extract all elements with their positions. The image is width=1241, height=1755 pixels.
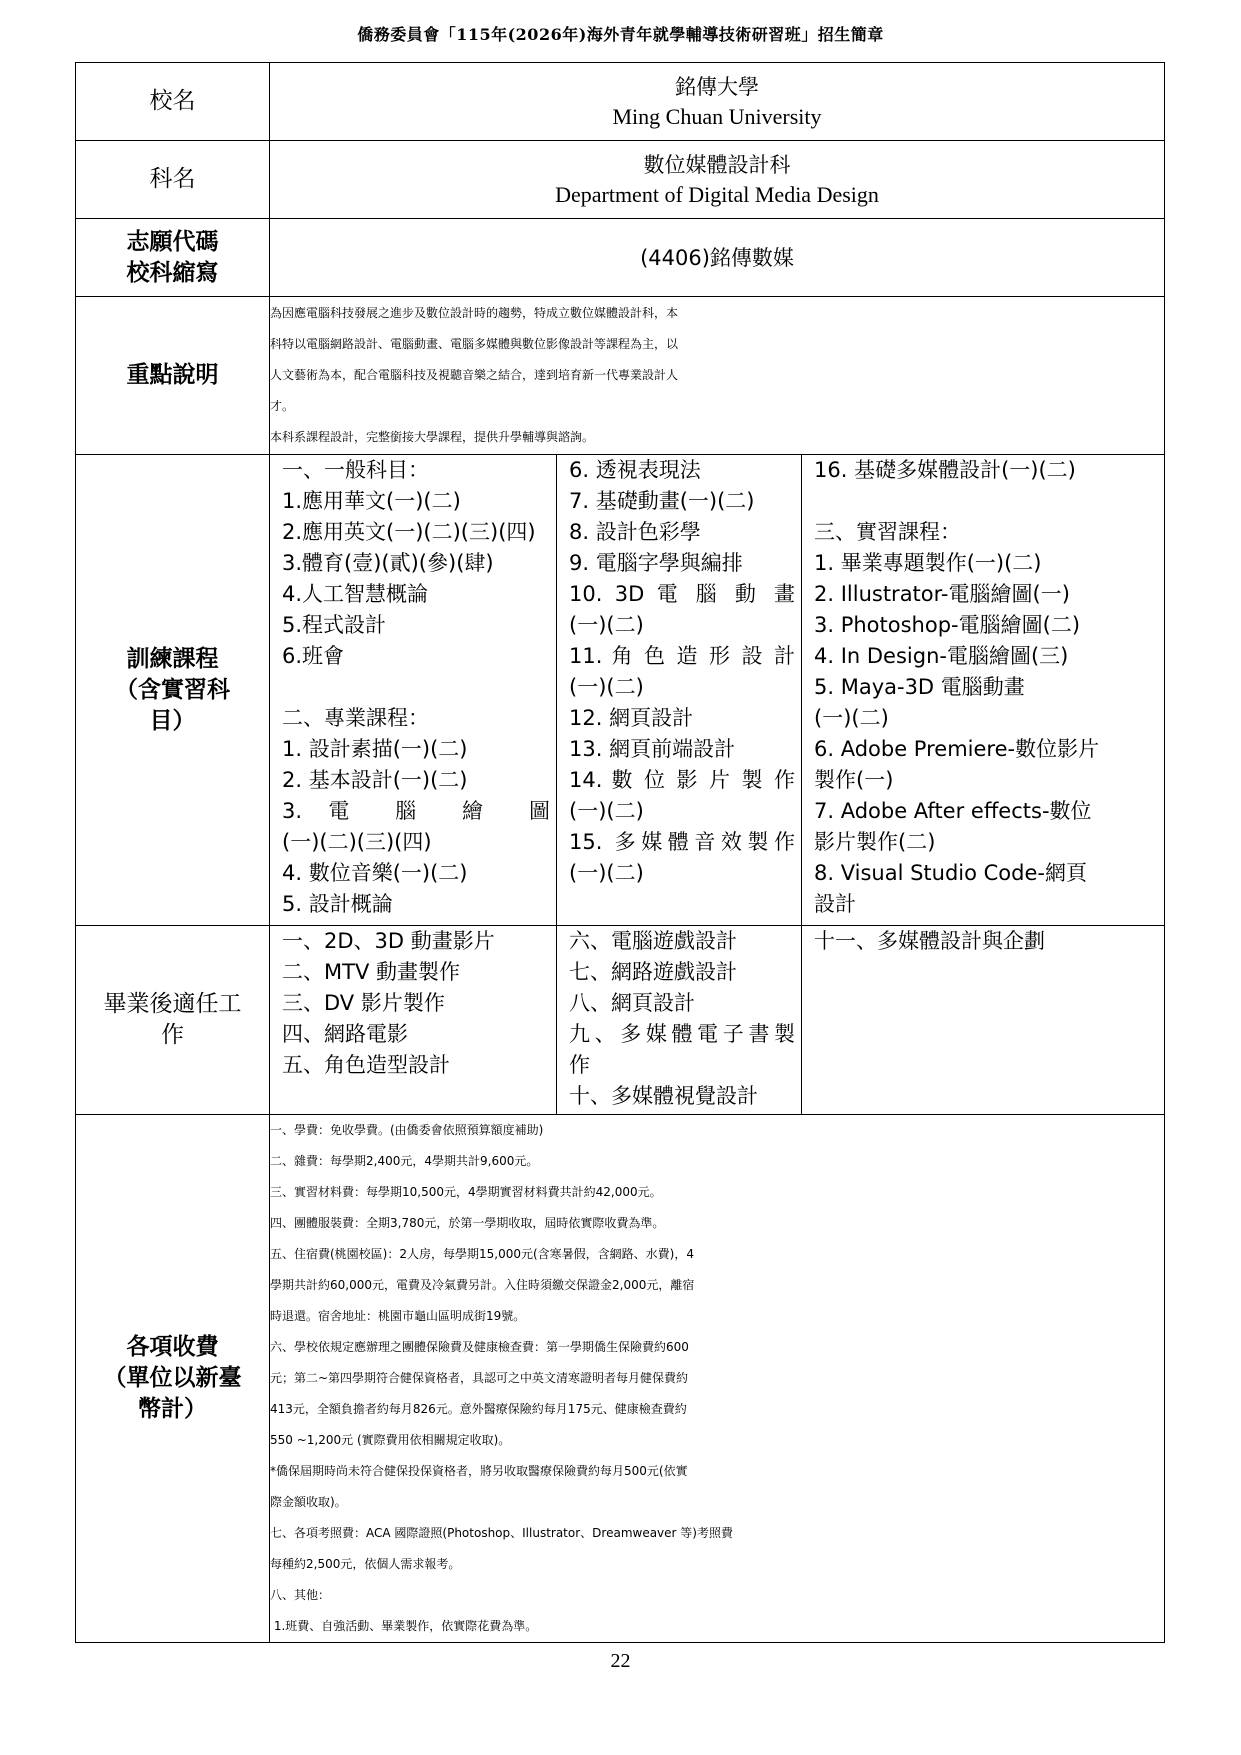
course-item: 一、一般科目：	[282, 458, 429, 482]
course-item: 4. 數位音樂(一)(二)	[282, 861, 468, 885]
job-item: 十、多媒體視覺設計	[569, 1084, 758, 1108]
school-name-zh: 銘傳大學	[675, 74, 759, 99]
course-item: 7. Adobe After effects-數位	[814, 799, 1092, 823]
course-item: (一)(二)	[569, 799, 644, 823]
course-item: 1. 設計素描(一)(二)	[282, 737, 468, 761]
course-item: 12. 網頁設計	[569, 706, 694, 730]
value-department	[270, 141, 1165, 219]
label-focus: 重點說明	[76, 297, 270, 455]
page-number: 22	[610, 1650, 631, 1672]
fee-line: 時退還。宿舍地址：桃園市龜山區明成街19號。	[270, 1309, 526, 1323]
courses-col-2	[557, 455, 802, 925]
course-item: 三、實習課程：	[814, 520, 961, 544]
courses-columns	[270, 455, 1164, 925]
fee-line: *僑保屆期時尚未符合健保投保資格者，將另收取醫療保險費約每月500元(依實	[270, 1464, 688, 1478]
focus-description	[270, 297, 1165, 455]
fee-line: 每種約2,500元，依個人需求報考。	[270, 1557, 461, 1571]
job-item: 十一、多媒體設計與企劃	[814, 929, 1045, 953]
focus-line: 人文藝術為本，配合電腦科技及視聽音樂之結合，達到培育新一代專業設計人	[270, 368, 679, 382]
course-item: 製作(一)	[814, 768, 894, 792]
course-item: 4.人工智慧概論	[282, 582, 429, 606]
course-item: 6. 透視表現法	[569, 458, 701, 482]
course-item: (一)(二)(三)(四)	[282, 830, 432, 854]
jobs-col-3	[802, 926, 1165, 1114]
row-courses	[76, 455, 1165, 926]
course-item: 2. Illustrator-電腦繪圖(一)	[814, 582, 1070, 606]
courses-col-3	[802, 455, 1165, 925]
course-item: 二、專業課程：	[282, 706, 429, 730]
label-jobs-line1: 畢業後適任工	[103, 991, 242, 1017]
fee-line: 際金額收取)。	[270, 1495, 347, 1509]
course-item: 7. 基礎動畫(一)(二)	[569, 489, 755, 513]
course-item: 1. 畢業專題製作(一)(二)	[814, 551, 1042, 575]
job-item: 七、網路遊戲設計	[569, 960, 737, 984]
job-item: 六、電腦遊戲設計	[569, 929, 737, 953]
label-code-line1: 志願代碼	[126, 228, 219, 255]
row-department	[76, 141, 1165, 219]
job-item: 九、多媒體電子書製	[569, 1022, 795, 1046]
label-fees	[76, 1115, 270, 1643]
focus-line: 本科系課程設計，完整銜接大學課程，提供升學輔導與諮詢。	[270, 430, 595, 444]
value-code: (4406)銘傳數媒	[270, 219, 1165, 297]
fee-line: 二、雜費：每學期2,400元，4學期共計9,600元。	[270, 1154, 539, 1168]
label-jobs	[76, 926, 270, 1115]
document-title: 僑務委員會「115年(2026年)海外青年就學輔導技術研習班」招生簡章	[357, 25, 884, 44]
row-focus	[76, 297, 1165, 455]
course-item: 15. 多媒體音效製作	[569, 830, 795, 854]
course-item: 5. 設計概論	[282, 892, 393, 916]
course-item: 6. Adobe Premiere-數位影片	[814, 737, 1100, 761]
course-item: 5. Maya-3D 電腦動畫	[814, 675, 1025, 699]
label-code-line2: 校科縮寫	[126, 259, 219, 286]
label-courses-line1: 訓練課程	[126, 645, 219, 672]
course-item: 3. Photoshop-電腦繪圖(二)	[814, 613, 1081, 637]
label-courses-line2: （含實習科	[115, 676, 230, 703]
fee-line: 五、住宿費(桃園校區)：2人房，每學期15,000元(含寒暑假，含網路、水費)，4	[270, 1247, 694, 1261]
focus-line: 才。	[270, 399, 295, 413]
fee-line: 550 ~1,200元 (實際費用依相關規定收取)。	[270, 1433, 511, 1447]
fee-line: 一、學費：免收學費。(由僑委會依照預算額度補助)	[270, 1123, 544, 1137]
job-item: 三、DV 影片製作	[282, 991, 445, 1015]
school-name-en: Ming Chuan University	[612, 103, 822, 129]
fee-line: 1.班費、自強活動、畢業製作，依實際花費為準。	[270, 1619, 538, 1633]
courses-cell	[270, 455, 1165, 926]
focus-line: 科特以電腦網路設計、電腦動畫、電腦多媒體與數位影像設計等課程為主，以	[270, 337, 679, 351]
course-spacer	[282, 672, 550, 703]
label-jobs-line2: 作	[161, 1022, 184, 1048]
fee-line: 四、團體服裝費：全期3,780元，於第一學期收取，屆時依實際收費為準。	[270, 1216, 665, 1230]
job-item: 一、2D、3D 動畫影片	[282, 929, 495, 953]
fee-line: 元；第二~第四學期符合健保資格者，具認可之中英文清寒證明者每月健保費約	[270, 1371, 689, 1385]
course-item: 4. In Design-電腦繪圖(三)	[814, 644, 1069, 668]
course-item: 2. 基本設計(一)(二)	[282, 768, 468, 792]
jobs-col-2	[557, 926, 802, 1114]
label-courses-line3: 目）	[149, 707, 196, 734]
course-item: 13. 網頁前端設計	[569, 737, 736, 761]
row-fees	[76, 1115, 1165, 1643]
job-item: 作	[569, 1053, 590, 1077]
course-item: 設計	[814, 892, 856, 916]
jobs-columns	[270, 926, 1164, 1114]
label-fees-line2: （單位以新臺	[103, 1365, 242, 1391]
course-item: (一)(二)	[814, 706, 889, 730]
course-item: 6.班會	[282, 644, 345, 668]
course-item: 16. 基礎多媒體設計(一)(二)	[814, 458, 1076, 482]
course-item: 8. Visual Studio Code-網頁	[814, 861, 1087, 885]
fee-line: 學期共計約60,000元，電費及冷氣費另計。入住時須繳交保證金2,000元，離宿	[270, 1278, 695, 1292]
label-fees-line3: 幣計）	[138, 1396, 207, 1422]
job-item: 五、角色造型設計	[282, 1053, 450, 1077]
row-jobs	[76, 926, 1165, 1115]
label-fees-line1: 各項收費	[126, 1334, 219, 1360]
value-school	[270, 63, 1165, 141]
course-spacer	[814, 486, 1158, 517]
job-item: 二、MTV 動畫製作	[282, 960, 460, 984]
course-item: 5.程式設計	[282, 613, 387, 637]
label-courses	[76, 455, 270, 926]
course-item: 9. 電腦字學與編排	[569, 551, 743, 575]
course-item: (一)(二)	[569, 675, 644, 699]
course-item: 11. 角 色 造 形 設 計	[569, 644, 795, 668]
job-item: 八、網頁設計	[569, 991, 695, 1015]
course-item: 8. 設計色彩學	[569, 520, 701, 544]
course-item: 14. 數 位 影 片 製 作	[569, 768, 795, 792]
label-department: 科名	[76, 141, 270, 219]
label-code	[76, 219, 270, 297]
jobs-col-1	[270, 926, 557, 1114]
course-item: 1.應用華文(一)(二)	[282, 489, 461, 513]
courses-col-1	[270, 455, 557, 925]
course-item: 10. 3D 電 腦 動 畫	[569, 582, 795, 606]
fee-line: 八、其他：	[270, 1588, 331, 1602]
course-item: (一)(二)	[569, 861, 644, 885]
job-item: 四、網路電影	[282, 1022, 408, 1046]
dept-name-en: Department of Digital Media Design	[555, 181, 879, 207]
fee-line: 413元，全額負擔者約每月826元。意外醫療保險約每月175元、健康檢查費約	[270, 1402, 687, 1416]
course-item: 影片製作(二)	[814, 830, 936, 854]
dept-name-zh: 數位媒體設計科	[643, 152, 791, 177]
label-school: 校名	[76, 63, 270, 141]
course-item: 3.體育(壹)(貳)(參)(肆)	[282, 551, 494, 575]
course-item: 2.應用英文(一)(二)(三)(四)	[282, 520, 536, 544]
fees-description	[270, 1115, 1165, 1643]
jobs-cell	[270, 926, 1165, 1115]
row-code	[76, 219, 1165, 297]
course-item: (一)(二)	[569, 613, 644, 637]
fee-line: 三、實習材料費：每學期10,500元，4學期實習材料費共計約42,000元。	[270, 1185, 662, 1199]
course-item: 3. 電 腦 繪 圖	[282, 799, 550, 823]
fee-line: 六、學校依規定應辦理之團體保險費及健康檢查費：第一學期僑生保險費約600	[270, 1340, 689, 1354]
row-school	[76, 63, 1165, 141]
focus-line: 為因應電腦科技發展之進步及數位設計時的趨勢，特成立數位媒體設計科，本	[270, 306, 679, 320]
fee-line: 七、各項考照費：ACA 國際證照(Photoshop、Illustrator、Dreamweaver 等)考照費	[270, 1526, 733, 1540]
admission-table	[75, 62, 1165, 1643]
